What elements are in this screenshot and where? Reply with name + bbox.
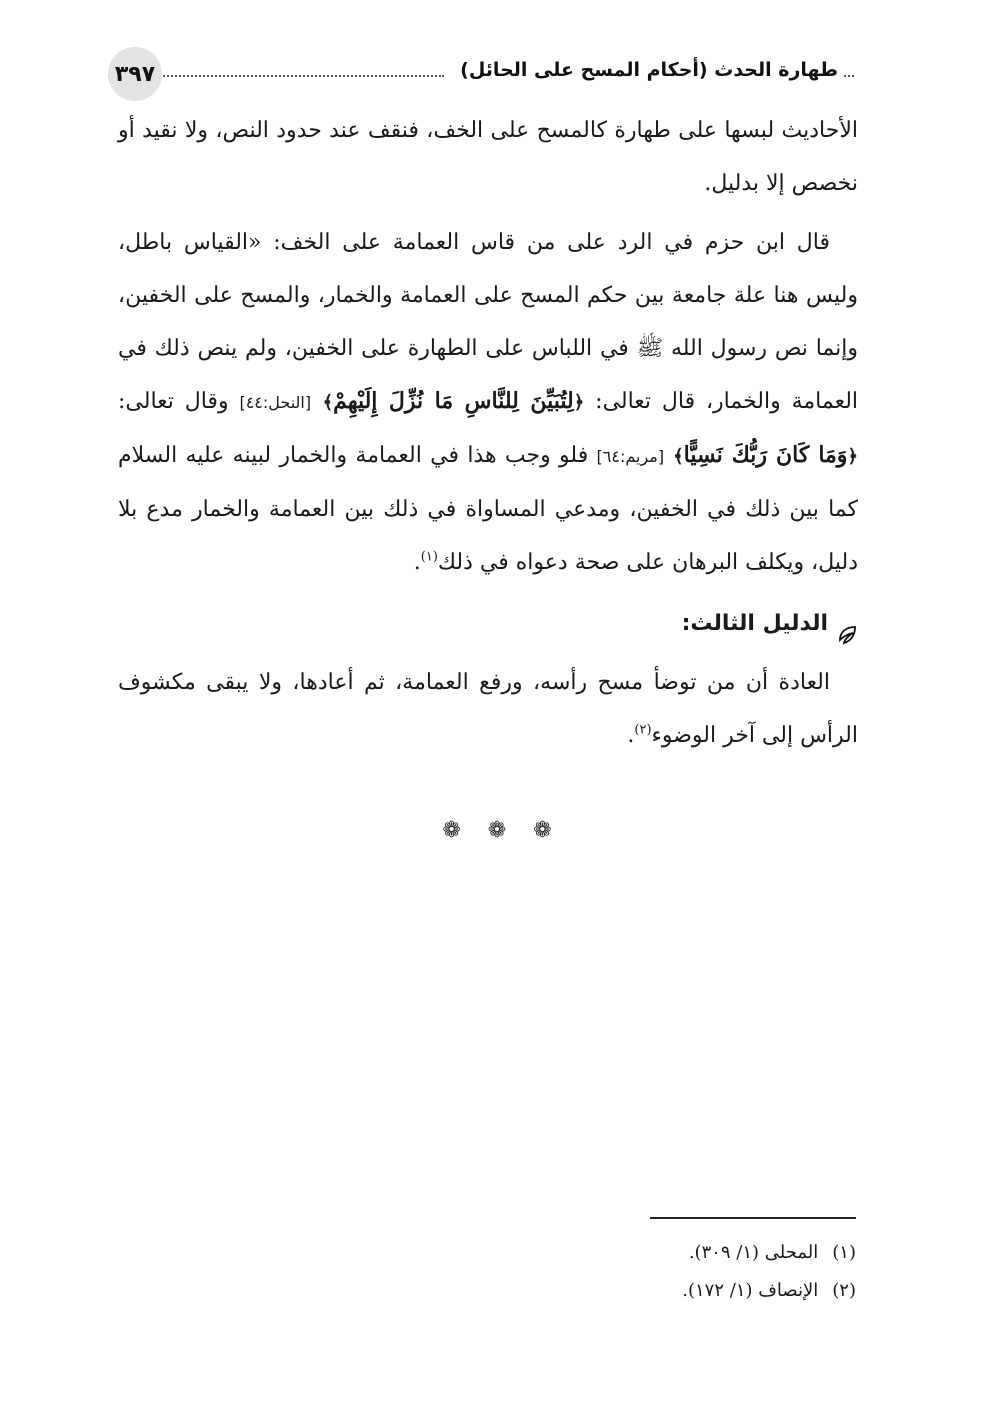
footnotes	[356, 1234, 856, 1310]
quran-verse-2	[664, 442, 858, 468]
header-dots-right	[844, 75, 854, 77]
leaf-ornament-icon	[836, 613, 858, 635]
main-text	[118, 104, 858, 762]
header-title: طهارة الحدث (أحكام المسح على الحائل)	[460, 59, 838, 81]
footnote-divider	[650, 1217, 856, 1219]
paragraph-3	[118, 656, 858, 762]
paragraph-2-part-a: قال ابن حزم في الرد على من قاس العمامة على الخف: «القياس باطل، وليس هنا علة جامعة بين حكم المسح على العمامة والخمار، والمسح على الخفين، وإنما نص رسول الله ﷺ في اللباس على الطهارة على الخفين، ولم ينص ذلك في العمامة والخمار، قال تعالى:	[118, 230, 859, 414]
footnote-ref-2[interactable]: (٢)	[634, 722, 652, 738]
paragraph-2-end: .	[413, 550, 421, 575]
paragraph-1: الأحاديث لبسها على طهارة كالمسح على الخف، فنقف عند حدود النص، ولا نقيد أو نخصص إلا بدليل.	[118, 118, 858, 196]
section-heading	[118, 597, 858, 650]
footnote-text: المحلى (١/ ٣٠٩).	[688, 1242, 819, 1263]
verse-open-bracket: ﴿	[573, 392, 585, 413]
verse-1-reference: [النحل:٤٤]	[239, 393, 312, 412]
paragraph-2-part-c: فلو وجب هذا في العمامة والخمار لبينه عليه السلام كما بين ذلك في الخفين، ومدعي المساواة في ذلك بين العمامة والخمار مدع بلا دليل، ويكلف البرهان على صحة دعواه في ذلك	[118, 443, 858, 575]
running-header	[108, 44, 854, 96]
footnote-ref-1[interactable]: (١)	[420, 549, 438, 565]
paragraph-2	[118, 216, 858, 589]
quran-verse-1	[311, 388, 584, 414]
section-separator: ❁ ❁ ❁	[442, 818, 562, 843]
verse-open-bracket: ﴿	[847, 446, 858, 467]
verse-close-bracket: ﴾	[322, 392, 334, 413]
verse-2-reference: [مريم:٦٤]	[596, 447, 665, 466]
paragraph-3-end: .	[627, 723, 635, 748]
paragraph-3-text: العادة أن من توضأ مسح رأسه، ورفع العمامة، ثم أعادها، ولا يبقى مكشوف الرأس إلى آخر الوضوء	[118, 670, 858, 748]
footnote-2	[356, 1272, 856, 1310]
footnote-text: الإنصاف (١/ ١٧٢).	[682, 1280, 819, 1301]
footnote-number: (٢)	[832, 1280, 856, 1301]
verse-1-text: لِتُبَيِّنَ لِلنَّاسِ مَا نُزِّلَ إِلَيْهِمْ	[333, 388, 574, 414]
page-number: ٣٩٧	[108, 47, 162, 101]
footnote-1	[356, 1234, 856, 1272]
paragraph-2-part-b: وقال تعالى:	[118, 389, 229, 414]
footnote-number: (١)	[832, 1242, 856, 1263]
verse-close-bracket: ﴾	[673, 446, 684, 467]
verse-2-text: وَمَا كَانَ رَبُّكَ نَسِيًّا	[683, 442, 848, 468]
section-heading-text: الدليل الثالث:	[681, 611, 828, 636]
